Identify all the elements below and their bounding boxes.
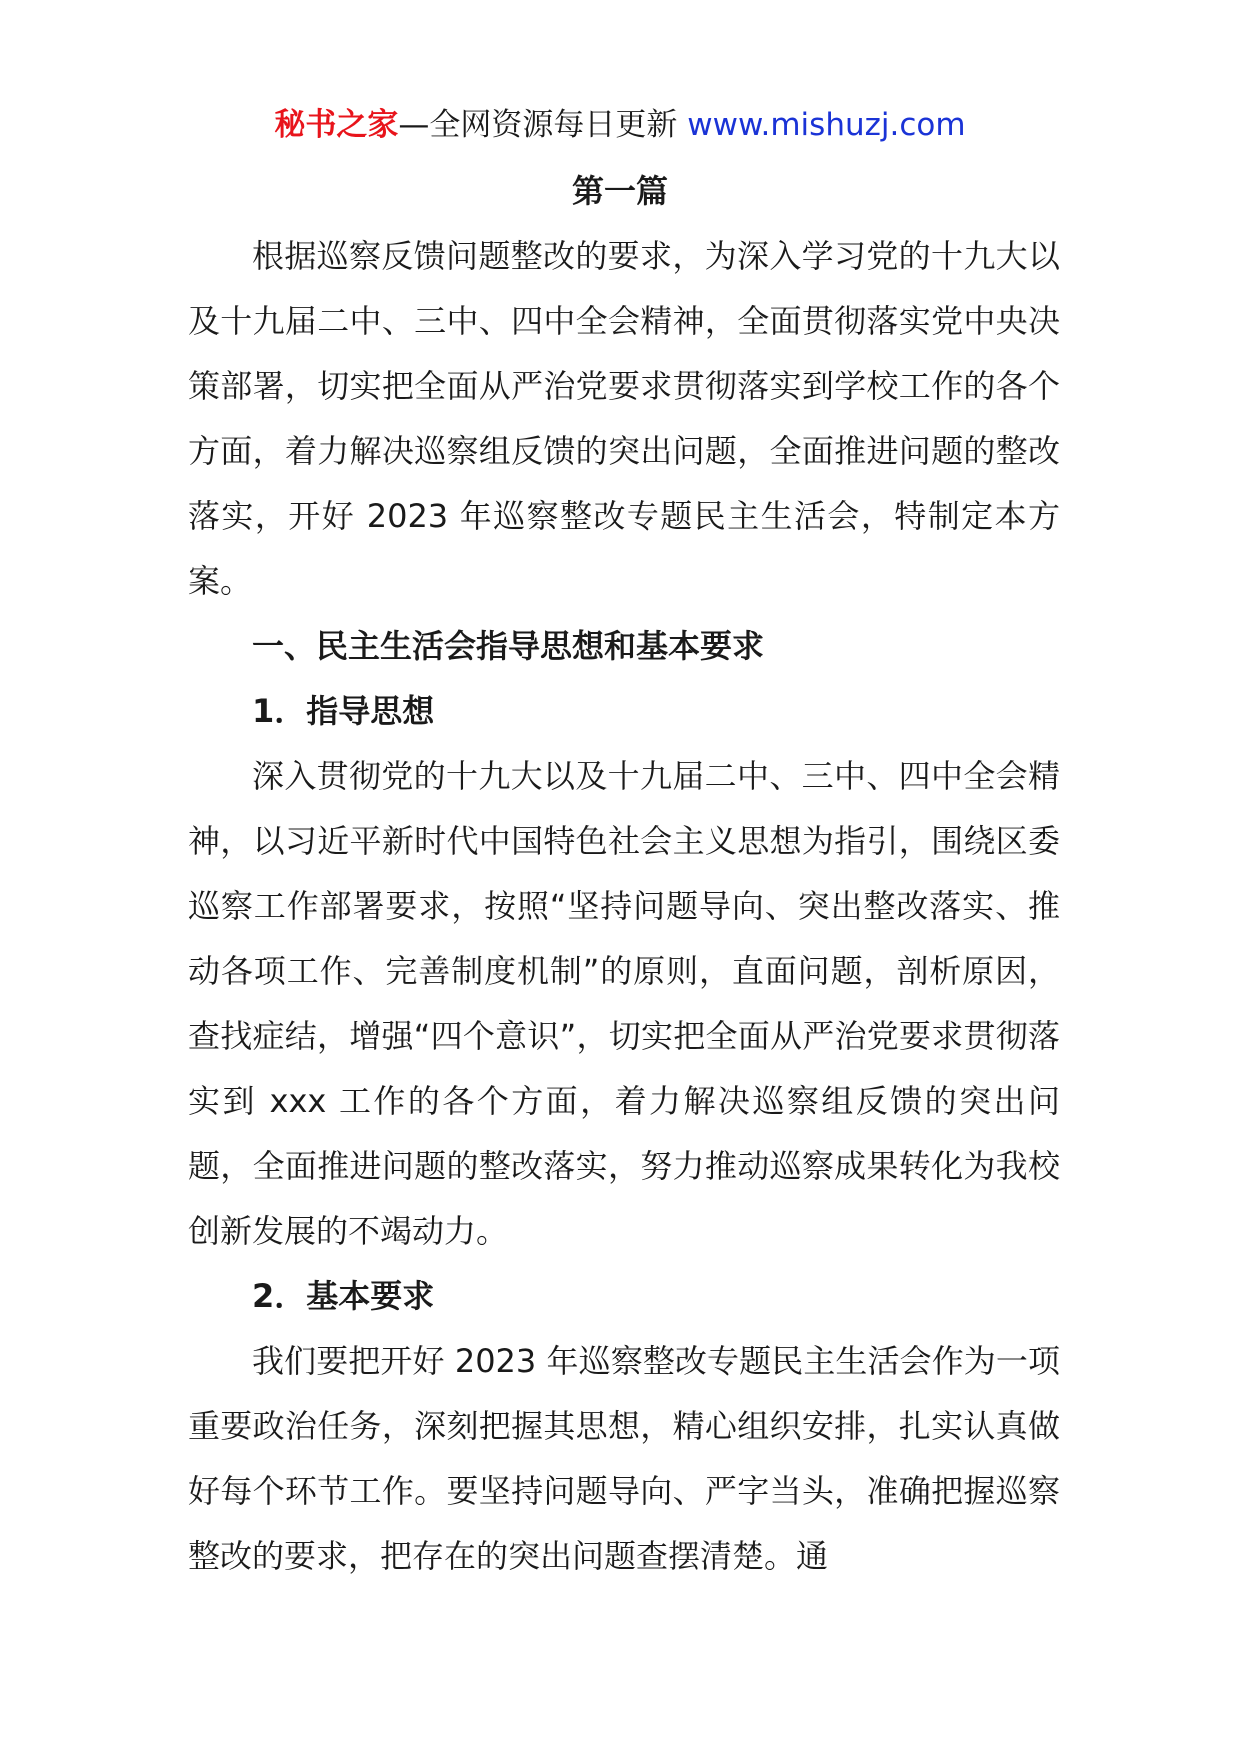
section-heading-1: 一、民主生活会指导思想和基本要求	[252, 627, 765, 665]
document-body	[188, 224, 1060, 1589]
paragraph-basic-requirements: 我们要把开好 2023 年巡察整改专题民主生活会作为一项重要政治任务，深刻把握其思想，精心组织安排，扎实认真做好每个环节工作。要坚持问题导向、严字当头，准确把握巡察整改的要求，把存在的突出问题查摆清楚。通	[188, 1342, 1060, 1575]
brand-name: 秘书之家	[274, 107, 399, 143]
subsection-heading-basic-requirements: 2．基本要求	[252, 1277, 435, 1315]
site-url-link[interactable]: www.mishuzj.com	[687, 107, 966, 143]
paragraph-intro: 根据巡察反馈问题整改的要求，为深入学习党的十九大以及十九届二中、三中、四中全会精神，全面贯彻落实党中央决策部署，切实把全面从严治党要求贯彻落实到学校工作的各个方面，着力解决巡察组反馈的突出问题，全面推进问题的整改落实，开好 2023 年巡察整改专题民主生活会，特制定本方案。	[188, 237, 1060, 600]
subsection-heading-guiding-thought: 1．指导思想	[252, 692, 435, 730]
header-tagline: —全网资源每日更新	[398, 107, 688, 143]
document-title: 第一篇	[571, 172, 668, 210]
site-header	[0, 100, 1240, 150]
paragraph-guiding-thought: 深入贯彻党的十九大以及十九届二中、三中、四中全会精神，以习近平新时代中国特色社会主义思想为指引，围绕区委巡察工作部署要求，按照“坚持问题导向、突出整改落实、推动各项工作、完善制度机制”的原则，直面问题，剖析原因，查找症结，增强“四个意识”，切实把全面从严治党要求贯彻落实到 xxx 工作的各个方面，着力解决巡察组反馈的突出问题，全面推进问题的整改落实，努力推动巡察成果转化为我校创新发展的不竭动力。	[188, 757, 1060, 1250]
